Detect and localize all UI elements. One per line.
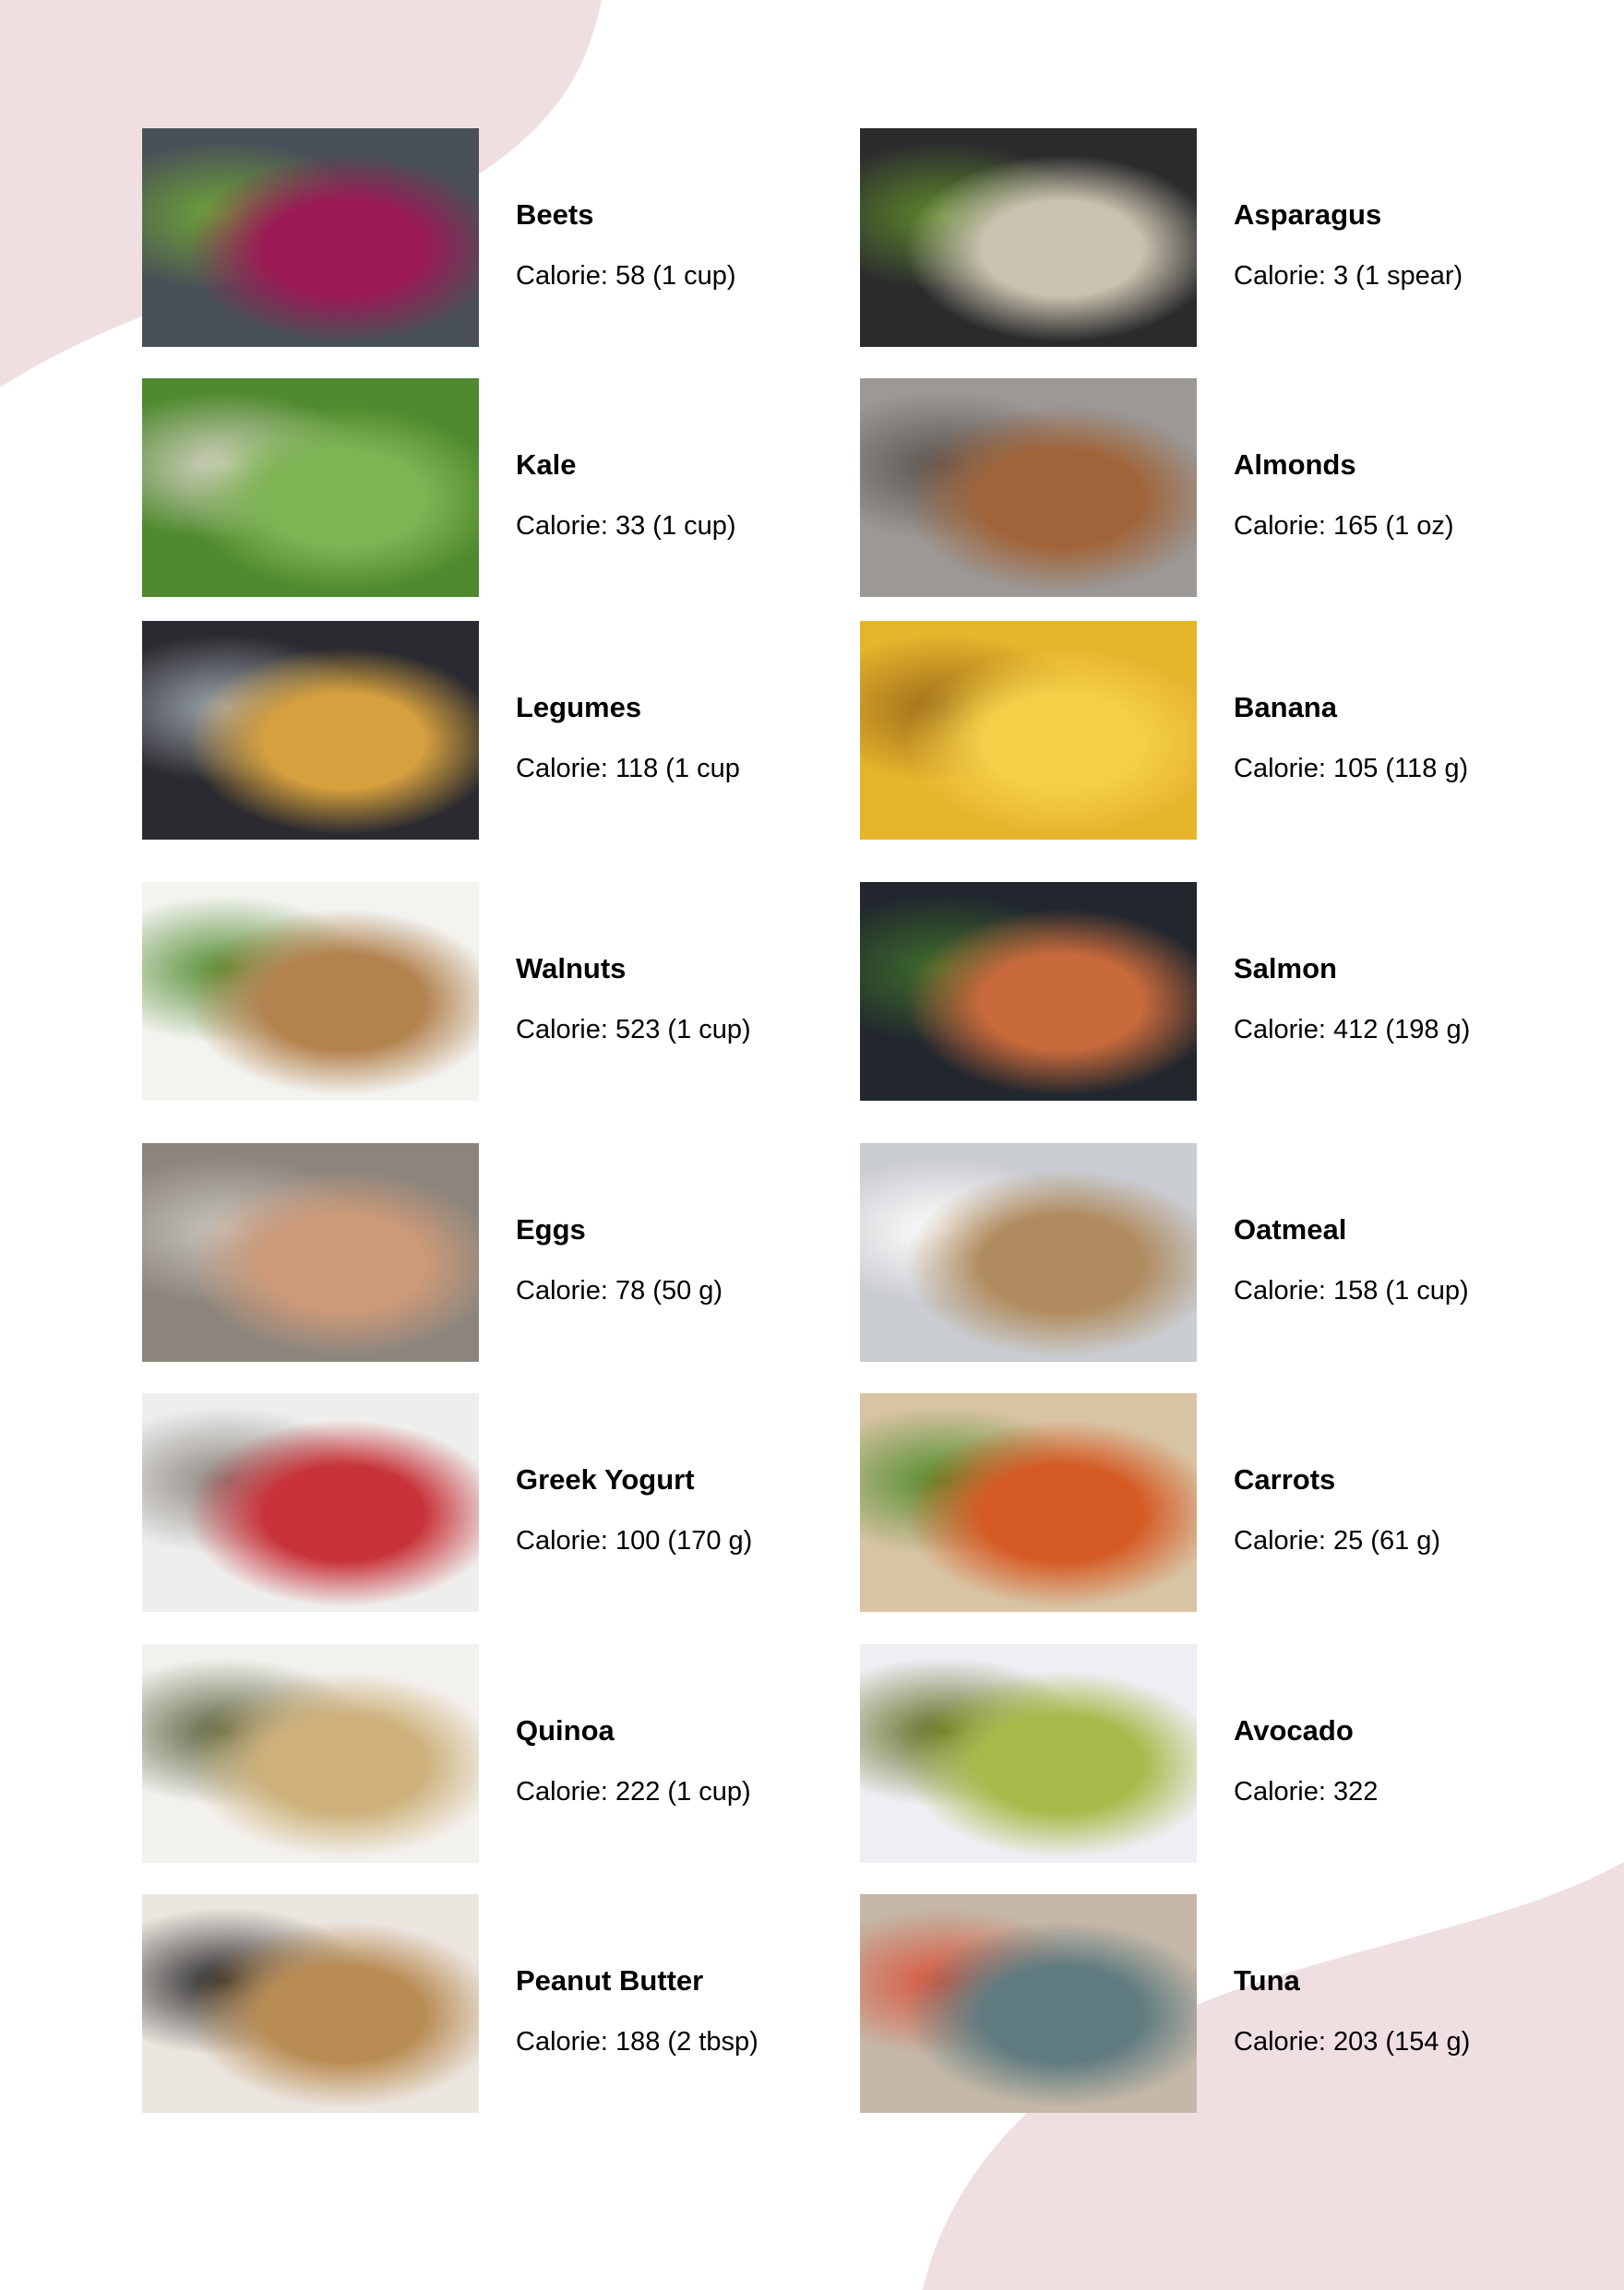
food-calorie: Calorie: 118 (1 cup — [516, 754, 740, 783]
food-item — [860, 1143, 1561, 1362]
food-calorie: Calorie: 105 (118 g) — [1234, 754, 1469, 783]
food-name: Legumes — [516, 691, 642, 723]
food-calorie: Calorie: 58 (1 cup) — [516, 261, 736, 291]
food-photo — [142, 1894, 479, 2113]
food-item — [860, 1894, 1561, 2113]
food-calorie: Calorie: 25 (61 g) — [1234, 1526, 1441, 1556]
food-photo — [860, 128, 1197, 347]
food-item — [142, 1644, 843, 1863]
food-name: Quinoa — [516, 1714, 615, 1747]
food-calorie: Calorie: 78 (50 g) — [516, 1276, 723, 1306]
food-calorie: Calorie: 222 (1 cup) — [516, 1777, 751, 1807]
food-item — [860, 1644, 1561, 1863]
food-name: Asparagus — [1234, 198, 1382, 231]
food-photo — [860, 1143, 1197, 1362]
food-photo — [142, 621, 479, 840]
food-photo — [860, 882, 1197, 1101]
food-photo — [860, 378, 1197, 597]
food-item — [860, 882, 1561, 1101]
food-name: Eggs — [516, 1213, 586, 1246]
food-calorie: Calorie: 188 (2 tbsp) — [516, 2027, 758, 2057]
food-photo — [142, 882, 479, 1101]
food-name: Avocado — [1234, 1714, 1354, 1747]
food-calorie: Calorie: 100 (170 g) — [516, 1526, 753, 1556]
food-calorie: Calorie: 165 (1 oz) — [1234, 511, 1454, 541]
food-photo — [142, 378, 479, 597]
food-photo — [860, 1644, 1197, 1863]
food-item — [860, 128, 1561, 347]
food-item — [142, 1143, 843, 1362]
food-photo — [142, 1644, 479, 1863]
food-item — [142, 1894, 843, 2113]
food-calorie: Calorie: 3 (1 spear) — [1234, 261, 1463, 291]
food-item — [860, 1393, 1561, 1612]
food-item — [860, 378, 1561, 597]
food-item — [142, 1393, 843, 1612]
food-name: Kale — [516, 448, 577, 481]
food-name: Peanut Butter — [516, 1964, 704, 1997]
food-name: Carrots — [1234, 1463, 1336, 1496]
food-photo — [860, 1894, 1197, 2113]
food-name: Walnuts — [516, 952, 627, 984]
food-name: Almonds — [1234, 448, 1356, 481]
food-name: Salmon — [1234, 952, 1337, 984]
food-item — [142, 128, 843, 347]
food-name: Tuna — [1234, 1964, 1300, 1997]
food-photo — [142, 1393, 479, 1612]
food-calorie: Calorie: 322 — [1234, 1777, 1379, 1807]
food-photo — [860, 621, 1197, 840]
food-name: Beets — [516, 198, 594, 231]
food-photo — [860, 1393, 1197, 1612]
food-calorie: Calorie: 412 (198 g) — [1234, 1015, 1471, 1044]
food-calorie: Calorie: 33 (1 cup) — [516, 511, 736, 541]
food-item — [142, 378, 843, 597]
food-photo — [142, 1143, 479, 1362]
food-item — [860, 621, 1561, 840]
food-name: Greek Yogurt — [516, 1463, 695, 1496]
food-photo — [142, 128, 479, 347]
food-calorie: Calorie: 523 (1 cup) — [516, 1015, 751, 1044]
food-calorie: Calorie: 158 (1 cup) — [1234, 1276, 1469, 1306]
food-calorie: Calorie: 203 (154 g) — [1234, 2027, 1471, 2057]
food-name: Banana — [1234, 691, 1337, 723]
food-item — [142, 621, 843, 840]
food-name: Oatmeal — [1234, 1213, 1347, 1246]
food-item — [142, 882, 843, 1101]
